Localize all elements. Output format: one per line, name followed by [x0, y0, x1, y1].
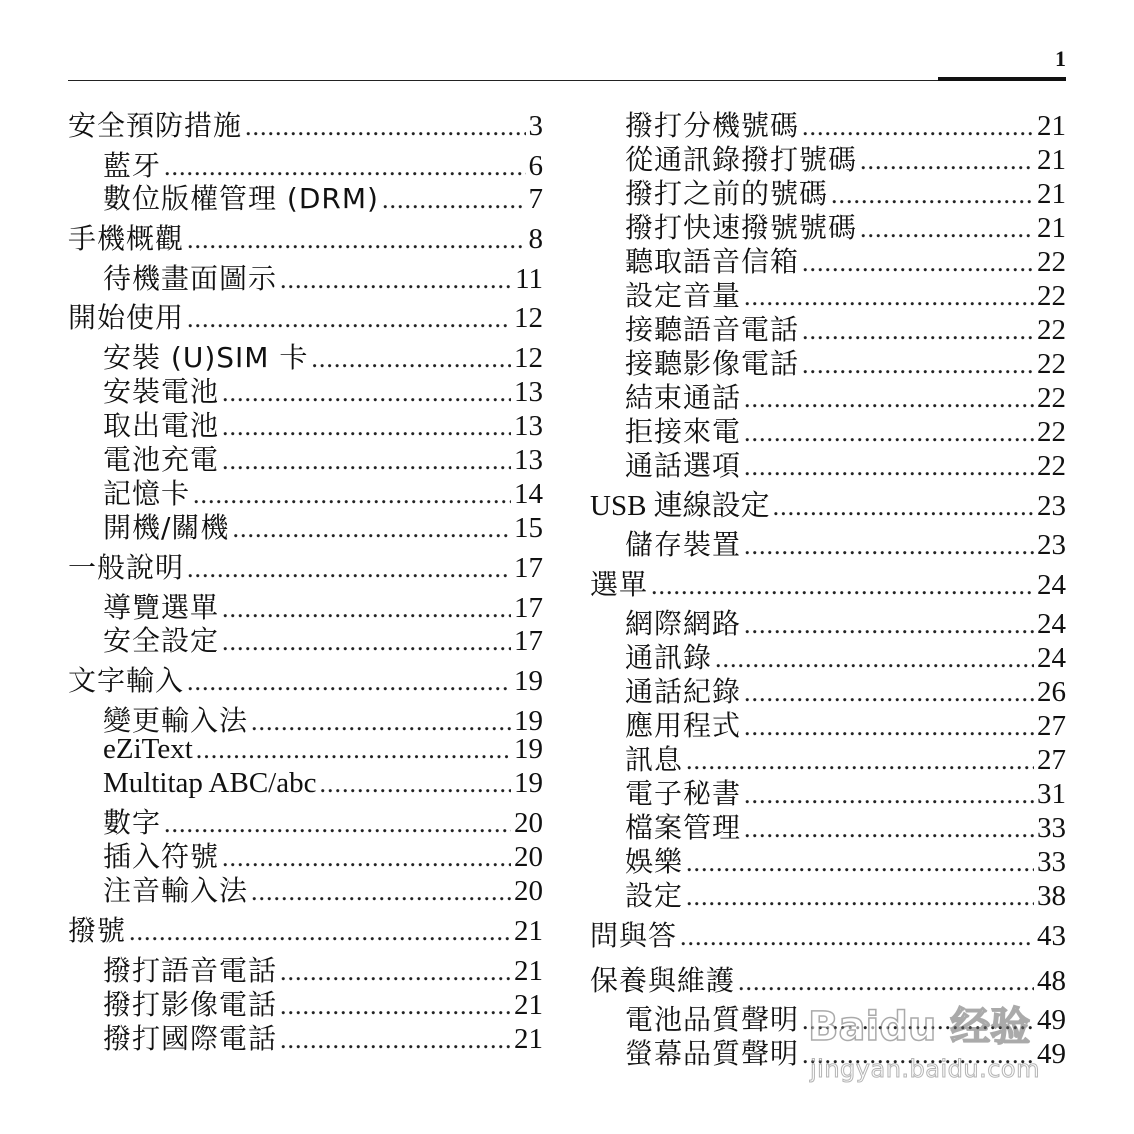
- toc-leader-dots: [232, 514, 511, 544]
- toc-entry-page: 21: [1037, 144, 1066, 176]
- toc-entry-title: 安全預防措施: [68, 109, 243, 142]
- toc-entry-page: 22: [1037, 416, 1066, 448]
- toc-entry-page: 33: [1037, 812, 1066, 844]
- toc-entry-page: 24: [1037, 608, 1066, 640]
- toc-entry[interactable]: [590, 563, 1066, 603]
- toc-entry-page: 6: [528, 150, 543, 182]
- toc-entry-title: 撥打快速撥號號碼: [625, 211, 858, 244]
- toc-entry-page: 20: [514, 875, 543, 907]
- watermark-url: jingyan.baidu.com: [810, 1055, 1040, 1083]
- toc-entry-page: 13: [514, 376, 543, 408]
- toc-entry-page: 21: [514, 955, 543, 987]
- toc-entry-page: 12: [514, 302, 543, 334]
- toc-entry-title: 訊息: [625, 743, 684, 776]
- toc-entry-title: 聽取語音信箱: [625, 245, 800, 278]
- toc-entry-title: 問與答: [590, 919, 678, 952]
- toc-entry[interactable]: [625, 523, 1066, 563]
- page-number: 1: [1055, 46, 1066, 71]
- toc-entry-page: 15: [514, 512, 543, 544]
- toc-entry-page: 33: [1037, 846, 1066, 878]
- toc-entry[interactable]: [590, 914, 1066, 954]
- toc-entry-title: 安裝電池: [103, 375, 220, 408]
- toc-entry-title: 手機概觀: [68, 222, 185, 255]
- toc-entry-title: 通話紀錄: [625, 675, 742, 708]
- toc-entry-title: 變更輸入法: [103, 704, 249, 737]
- header-rule: [68, 80, 940, 81]
- toc-entry-title: 檔案管理: [625, 811, 742, 844]
- toc-entry-page: 20: [514, 841, 543, 873]
- toc-entry[interactable]: [625, 1032, 1066, 1072]
- toc-entry-title: 記憶卡: [103, 477, 191, 510]
- toc-leader-dots: [280, 265, 512, 295]
- toc-entry[interactable]: [625, 444, 1066, 484]
- toc-leader-dots: [651, 571, 1034, 601]
- toc-entry-title: 文字輸入: [68, 664, 185, 697]
- toc-leader-dots: [251, 877, 511, 907]
- toc-entry-title: 選單: [590, 568, 649, 601]
- toc-entry-title: 娛樂: [625, 845, 684, 878]
- toc-entry[interactable]: [68, 909, 543, 949]
- toc-entry-title: 導覽選單: [103, 591, 220, 624]
- watermark-logo: Baidu 经验: [808, 1004, 1031, 1050]
- toc-entry-page: 27: [1037, 744, 1066, 776]
- toc-entry-title: 安全設定: [103, 624, 220, 657]
- toc-entry-title: 數字: [103, 806, 162, 839]
- toc-entry-page: 20: [514, 807, 543, 839]
- toc-entry-title: 螢幕品質聲明: [625, 1037, 800, 1070]
- toc-entry[interactable]: [590, 959, 1066, 999]
- toc-entry-title: USB 連線設定: [590, 490, 770, 522]
- toc-entry[interactable]: [625, 874, 1066, 914]
- toc-entry-page: 21: [514, 915, 543, 947]
- toc-entry[interactable]: [590, 483, 1066, 524]
- toc-leader-dots: [129, 917, 511, 947]
- toc-entry-page: 22: [1037, 246, 1066, 278]
- toc-entry-page: 13: [514, 410, 543, 442]
- toc-entry[interactable]: [68, 104, 543, 144]
- toc-entry[interactable]: [103, 619, 543, 659]
- toc-entry-page: 21: [1037, 212, 1066, 244]
- toc-entry[interactable]: [103, 506, 543, 546]
- toc-entry-title: 撥號: [68, 914, 127, 947]
- toc-entry-title: 電池品質聲明: [625, 1003, 800, 1036]
- toc-entry-title: 結束通話: [625, 381, 742, 414]
- toc-entry-page: 14: [514, 478, 543, 510]
- toc-entry-page: 19: [514, 705, 543, 737]
- toc-entry-title: 通訊錄: [625, 641, 713, 674]
- toc-entry-title: eZiText: [103, 733, 193, 765]
- toc-entry-page: 23: [1037, 490, 1066, 522]
- toc-entry-page: 21: [514, 989, 543, 1021]
- toc-entry[interactable]: [68, 296, 543, 336]
- toc-leader-dots: [187, 554, 511, 584]
- toc-entry-page: 23: [1037, 529, 1066, 561]
- toc-entry-title: 從通訊錄撥打號碼: [625, 143, 858, 176]
- toc-entry-title: 待機畫面圖示: [103, 262, 278, 295]
- toc-entry-page: 27: [1037, 710, 1066, 742]
- toc-entry-page: 49: [1037, 1038, 1066, 1070]
- toc-entry-title: 安裝 (U)SIM 卡: [103, 341, 309, 374]
- toc-entry-title: 電子秘書: [625, 777, 742, 810]
- toc-entry[interactable]: [103, 257, 543, 297]
- toc-leader-dots: [319, 769, 511, 799]
- toc-entry-title: 撥打影像電話: [103, 988, 278, 1021]
- toc-entry-title: 藍牙: [103, 149, 162, 182]
- toc-entry-title: 注音輸入法: [103, 874, 249, 907]
- toc-entry-page: 21: [514, 1023, 543, 1055]
- toc-entry[interactable]: [103, 177, 543, 217]
- toc-entry-title: 取出電池: [103, 409, 220, 442]
- toc-entry-title: 插入符號: [103, 840, 220, 873]
- toc-entry-title: 撥打之前的號碼: [625, 177, 829, 210]
- toc-entry-title: 通話選項: [625, 449, 742, 482]
- toc-entry-page: 3: [528, 110, 543, 142]
- toc-entry[interactable]: [68, 217, 543, 257]
- toc-entry-page: 22: [1037, 450, 1066, 482]
- header-rule-accent: [938, 77, 1066, 81]
- toc-entry-page: 22: [1037, 382, 1066, 414]
- toc-entry-page: 49: [1037, 1004, 1066, 1036]
- toc-entry-page: 38: [1037, 880, 1066, 912]
- toc-entry-page: 43: [1037, 920, 1066, 952]
- toc-entry-page: 8: [528, 223, 543, 255]
- toc-entry-page: 7: [528, 183, 543, 215]
- toc-entry[interactable]: [68, 546, 543, 586]
- toc-entry-title: 拒接來電: [625, 415, 742, 448]
- toc-entry-page: 17: [514, 592, 543, 624]
- toc-leader-dots: [744, 531, 1034, 561]
- toc-leader-dots: [280, 1025, 511, 1055]
- toc-entry[interactable]: [103, 733, 543, 766]
- toc-entry-page: 31: [1037, 778, 1066, 810]
- toc-entry-page: 22: [1037, 280, 1066, 312]
- toc-entry-page: 19: [514, 767, 543, 799]
- toc-entry-page: 13: [514, 444, 543, 476]
- toc-entry-title: 撥打分機號碼: [625, 109, 800, 142]
- toc-entry[interactable]: [103, 767, 543, 800]
- toc-entry-title: 撥打國際電話: [103, 1022, 278, 1055]
- toc-leader-dots: [187, 225, 525, 255]
- toc-entry-page: 21: [1037, 178, 1066, 210]
- toc-entry-title: 開始使用: [68, 301, 185, 334]
- toc-entry-page: 21: [1037, 110, 1066, 142]
- toc-entry-page: 22: [1037, 314, 1066, 346]
- toc-leader-dots: [744, 452, 1034, 482]
- toc-entry-title: 一般說明: [68, 551, 185, 584]
- toc-leader-dots: [773, 492, 1034, 522]
- toc-entry-title: 接聽影像電話: [625, 347, 800, 380]
- toc-entry-page: 24: [1037, 569, 1066, 601]
- toc-entry-page: 17: [514, 625, 543, 657]
- toc-entry-page: 19: [514, 665, 543, 697]
- toc-entry-page: 26: [1037, 676, 1066, 708]
- toc-entry-title: 設定音量: [625, 279, 742, 312]
- toc-entry-title: 儲存裝置: [625, 528, 742, 561]
- toc-leader-dots: [196, 735, 511, 765]
- toc-entry-title: 設定: [625, 879, 684, 912]
- toc-entry-title: 保養與維護: [590, 964, 736, 997]
- toc-leader-dots: [187, 304, 511, 334]
- toc-entry-page: 12: [514, 342, 543, 374]
- toc-entry-page: 48: [1037, 965, 1066, 997]
- toc-leader-dots: [245, 112, 525, 142]
- toc-entry-title: 接聽語音電話: [625, 313, 800, 346]
- toc-entry-title: 撥打語音電話: [103, 954, 278, 987]
- toc-leader-dots: [686, 882, 1034, 912]
- toc-leader-dots: [738, 967, 1034, 997]
- toc-leader-dots: [802, 1040, 1034, 1070]
- toc-entry-title: 開機/關機: [103, 511, 230, 544]
- toc-entry[interactable]: [103, 869, 543, 909]
- toc-leader-dots: [187, 667, 511, 697]
- toc-entry[interactable]: [103, 1017, 543, 1057]
- toc-entry-page: 22: [1037, 348, 1066, 380]
- toc-entry-title: Multitap ABC/abc: [103, 767, 317, 799]
- toc-entry-page: 11: [515, 263, 543, 295]
- toc-leader-dots: [222, 627, 511, 657]
- toc-entry[interactable]: [68, 659, 543, 699]
- toc-entry-page: 17: [514, 552, 543, 584]
- toc-leader-dots: [680, 922, 1034, 952]
- toc-entry-page: 24: [1037, 642, 1066, 674]
- toc-entry-title: 網際網路: [625, 607, 742, 640]
- toc-entry-title: 應用程式: [625, 709, 742, 742]
- toc-entry-title: 電池充電: [103, 443, 220, 476]
- toc-leader-dots: [382, 185, 526, 215]
- toc-entry-page: 19: [514, 733, 543, 765]
- toc-entry-title: 數位版權管理 (DRM): [103, 182, 379, 215]
